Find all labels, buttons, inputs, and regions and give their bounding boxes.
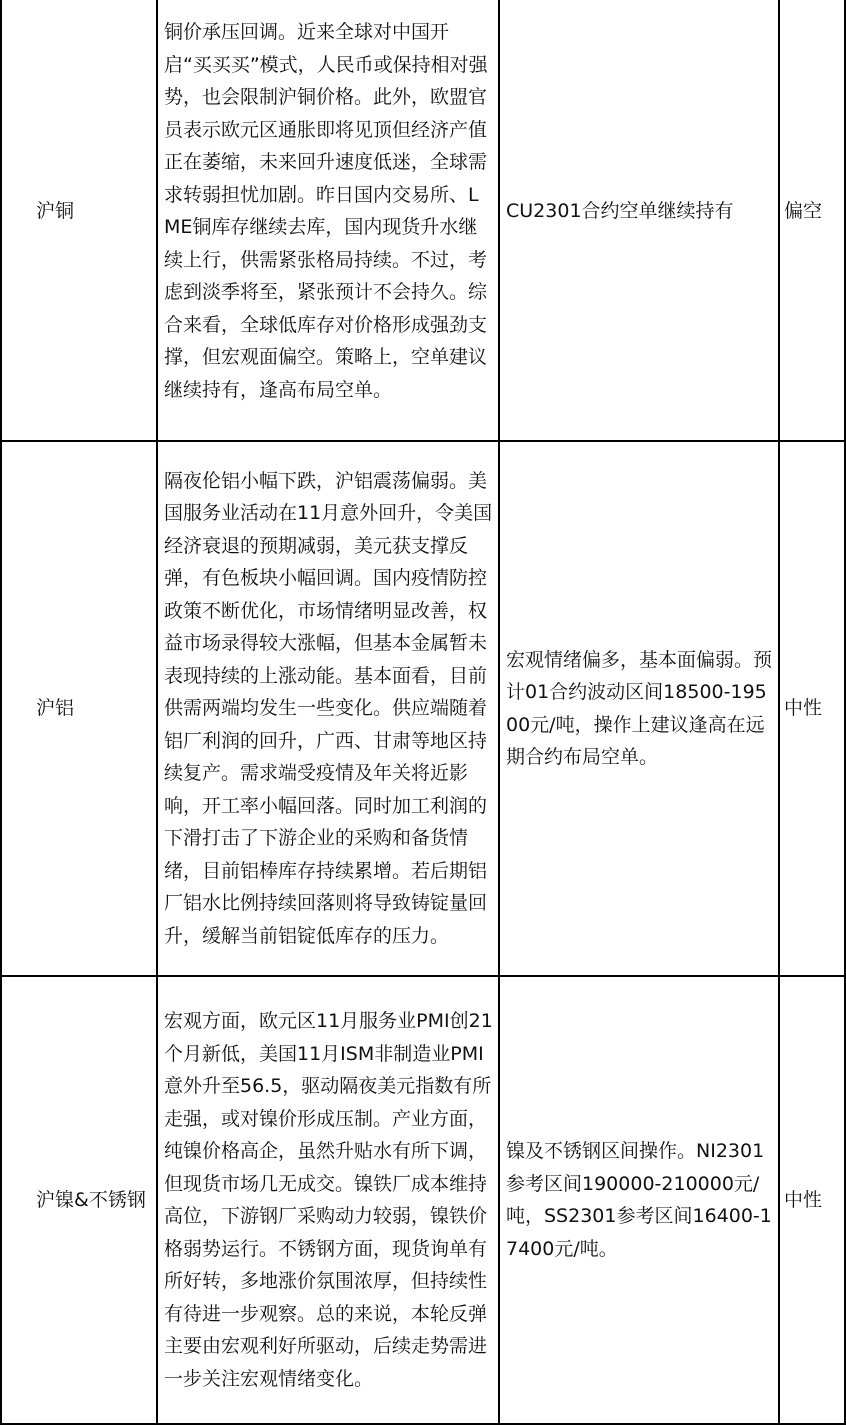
strategy-cell: 镍及不锈钢区间操作。NI2301参考区间190000-210000元/吨，SS2301参考区间16400-17400元/吨。 — [499, 976, 779, 1424]
view-cell: 中性 — [779, 441, 845, 976]
analysis-cell: 隔夜伦铝小幅下跌，沪铝震荡偏弱。美国服务业活动在11月意外回升，令美国经济衰退的预期减弱，美元获支撑反弹，有色板块小幅回调。国内疫情防控政策不断优化，市场情绪明显改善，权益市场录得较大涨幅，但基本金属暂未表现持续的上涨动能。基本面看，目前供需两端均发生一些变化。供应端随着铝厂利润的回升，广西、甘肃等地区持续复产。需求端受疫情及年关将近影响，开工率小幅回落。同时加工利润的下滑打击了下游企业的采购和备货情绪，目前铝棒库存持续累增。若后期铝厂铝水比例持续回落则将导致铸锭量回升，缓解当前铝锭低库存的压力。 — [157, 441, 499, 976]
view-cell: 中性 — [779, 976, 845, 1424]
analysis-cell: 宏观方面，欧元区11月服务业PMI创21个月新低，美国11月ISM非制造业PMI意外升至56.5，驱动隔夜美元指数有所走强，或对镍价形成压制。产业方面，纯镍价格高企，虽然升贴水有所下调，但现货市场几无成交。镍铁厂成本维持高位，下游钢厂采购动力较弱，镍铁价格弱势运行。不锈钢方面，现货询单有所好转，多地涨价氛围浓厚，但持续性有待进一步观察。总的来说，本轮反弹主要由宏观利好所驱动，后续走势需进一步关注宏观情绪变化。 — [157, 976, 499, 1424]
table-row-copper — [1, 0, 845, 441]
commodity-cell: 沪铜 — [1, 0, 157, 441]
analysis-cell: 铜价承压回调。近来全球对中国开启“买买买”模式，人民币或保持相对强势，也会限制沪铜价格。此外，欧盟官员表示欧元区通胀即将见顶但经济产值正在萎缩，未来回升速度低迷，全球需求转弱担忧加剧。昨日国内交易所、LME铜库存继续去库，国内现货升水继续上行，供需紧张格局持续。不过，考虑到淡季将至，紧张预计不会持久。综合来看，全球低库存对价格形成强劲支撑，但宏观面偏空。策略上，空单建议继续持有，逢高布局空单。 — [157, 0, 499, 441]
table-row-aluminum — [1, 441, 845, 976]
view-cell: 偏空 — [779, 0, 845, 441]
commodity-cell: 沪镍&不锈钢 — [1, 976, 157, 1424]
commodity-cell: 沪铝 — [1, 441, 157, 976]
strategy-cell: CU2301合约空单继续持有 — [499, 0, 779, 441]
table-row-nickel-stainless — [1, 976, 845, 1424]
strategy-cell: 宏观情绪偏多，基本面偏弱。预计01合约波动区间18500-19500元/吨，操作上建议逢高在远期合约布局空单。 — [499, 441, 779, 976]
